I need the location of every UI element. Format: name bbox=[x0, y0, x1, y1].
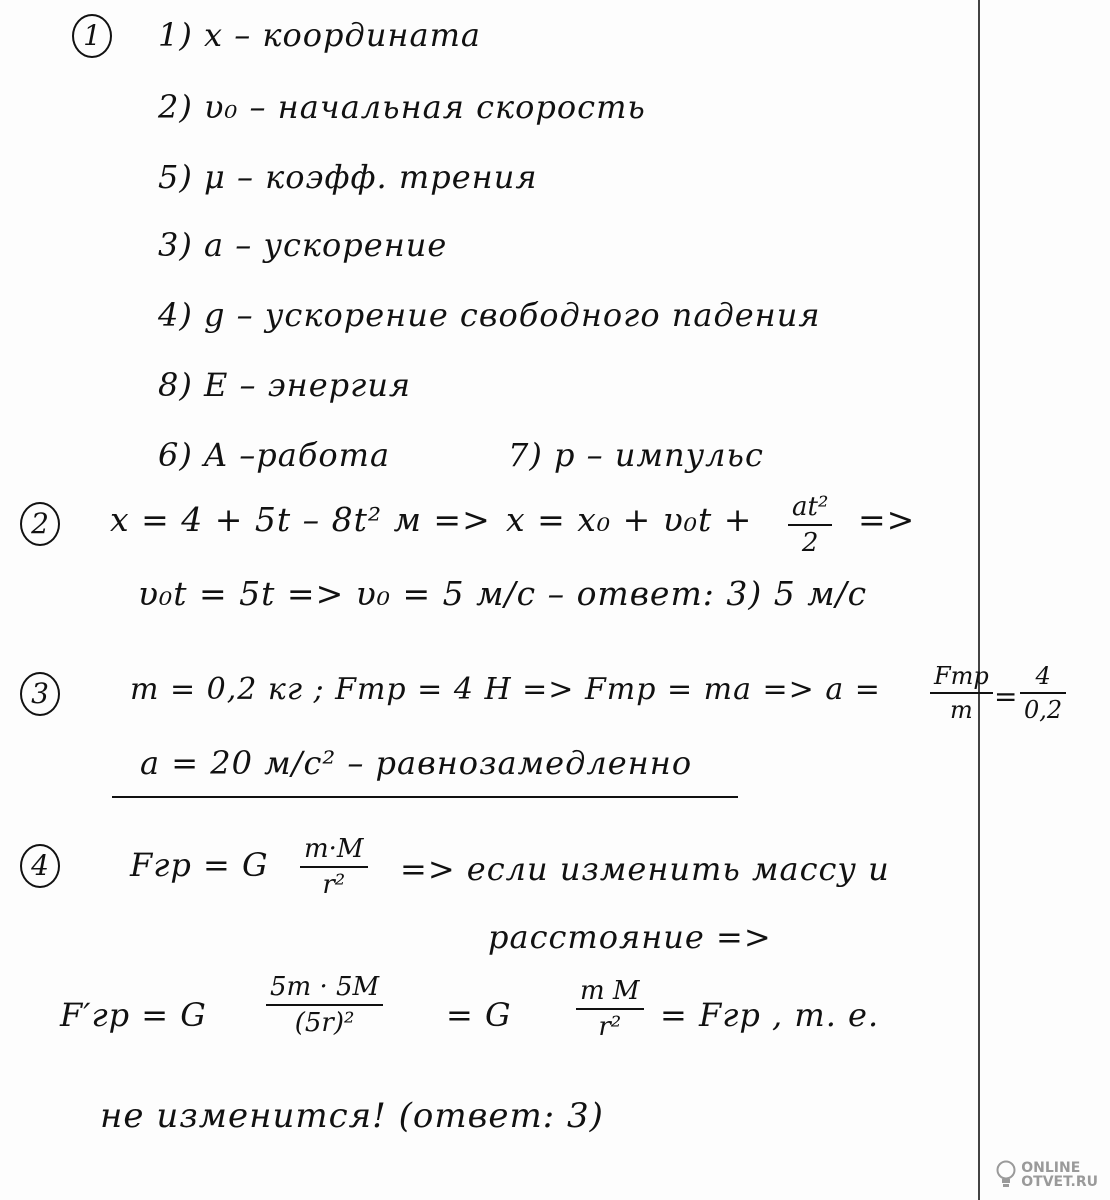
task3-result: a = 20 м/с² – равнозамедленно bbox=[140, 744, 693, 782]
task1-item: 2) υ₀ – начальная скорость bbox=[158, 88, 646, 126]
task2-number: 2 bbox=[20, 502, 60, 546]
fraction-bar bbox=[266, 1004, 383, 1006]
fraction-denominator: (5r)² bbox=[294, 1008, 355, 1038]
fraction-denominator: 0,2 bbox=[1024, 696, 1063, 724]
task4-new-force: F′гр = G bbox=[60, 996, 207, 1034]
task2-equation-right: x = x₀ + υ₀t + bbox=[506, 500, 753, 539]
task3-equals: = bbox=[994, 680, 1019, 713]
fraction-numerator: 5m · 5M bbox=[270, 972, 380, 1002]
task4-fraction-masses bbox=[300, 834, 368, 900]
lightbulb-icon bbox=[995, 1160, 1017, 1190]
task1-item: 6) A –работа bbox=[158, 436, 391, 474]
task2-equation-left: x = 4 + 5t – 8t² м => bbox=[110, 500, 491, 539]
watermark-line2: OTVET.RU bbox=[1021, 1174, 1098, 1190]
fraction-numerator: m M bbox=[580, 976, 640, 1006]
watermark-line1: ONLINE bbox=[1021, 1160, 1081, 1176]
fraction-denominator: r² bbox=[322, 870, 346, 900]
task2-fraction bbox=[788, 492, 832, 558]
task1-item: 5) μ – коэфф. трения bbox=[158, 158, 538, 196]
fraction-bar bbox=[300, 866, 368, 868]
task3-number: 3 bbox=[20, 672, 60, 716]
task4-answer: не изменится! (ответ: 3) bbox=[100, 1096, 604, 1136]
fraction-numerator: 4 bbox=[1035, 662, 1051, 690]
task3-fraction-values bbox=[1020, 662, 1066, 724]
watermark-text bbox=[1021, 1161, 1098, 1189]
task2-implies: => bbox=[858, 500, 916, 539]
fraction-denominator: 2 bbox=[801, 528, 819, 558]
fraction-denominator: m bbox=[950, 696, 973, 724]
task4-number: 4 bbox=[20, 844, 60, 888]
fraction-numerator: m·M bbox=[304, 834, 364, 864]
task3-equation: m = 0,2 кг ; Fтр = 4 Н => Fтр = ma => a = bbox=[130, 672, 881, 707]
site-watermark bbox=[995, 1160, 1098, 1190]
task4-condition: => если изменить массу и bbox=[400, 850, 890, 888]
fraction-bar bbox=[930, 692, 993, 694]
task1-item: 4) g – ускорение свободного падения bbox=[158, 296, 821, 334]
task1-number: 1 bbox=[72, 14, 112, 58]
task4-fraction-scaled bbox=[266, 972, 383, 1038]
fraction-numerator: at² bbox=[792, 492, 829, 522]
task4-condition-cont: расстояние => bbox=[488, 918, 772, 956]
fraction-bar bbox=[1020, 692, 1066, 694]
task2-answer-line: υ₀t = 5t => υ₀ = 5 м/с – ответ: 3) 5 м/с bbox=[138, 574, 868, 613]
task4-fraction-original bbox=[576, 976, 644, 1042]
result-underline bbox=[112, 796, 738, 798]
task1-item: 7) p – импульс bbox=[508, 436, 764, 474]
task4-gravity-law: Fгр = G bbox=[130, 846, 269, 884]
task3-fraction-force-mass bbox=[930, 662, 993, 724]
task4-equals-g: = G bbox=[446, 996, 512, 1034]
task1-item: 1) x – координата bbox=[158, 16, 481, 54]
fraction-bar bbox=[576, 1008, 644, 1010]
task1-item: 8) E – энергия bbox=[158, 366, 412, 404]
fraction-denominator: r² bbox=[598, 1012, 622, 1042]
fraction-numerator: Fтр bbox=[934, 662, 989, 690]
margin-line bbox=[978, 0, 980, 1200]
task1-item: 3) a – ускорение bbox=[158, 226, 448, 264]
fraction-bar bbox=[788, 524, 832, 526]
task4-conclusion-eq: = Fгр , т. е. bbox=[660, 996, 880, 1034]
